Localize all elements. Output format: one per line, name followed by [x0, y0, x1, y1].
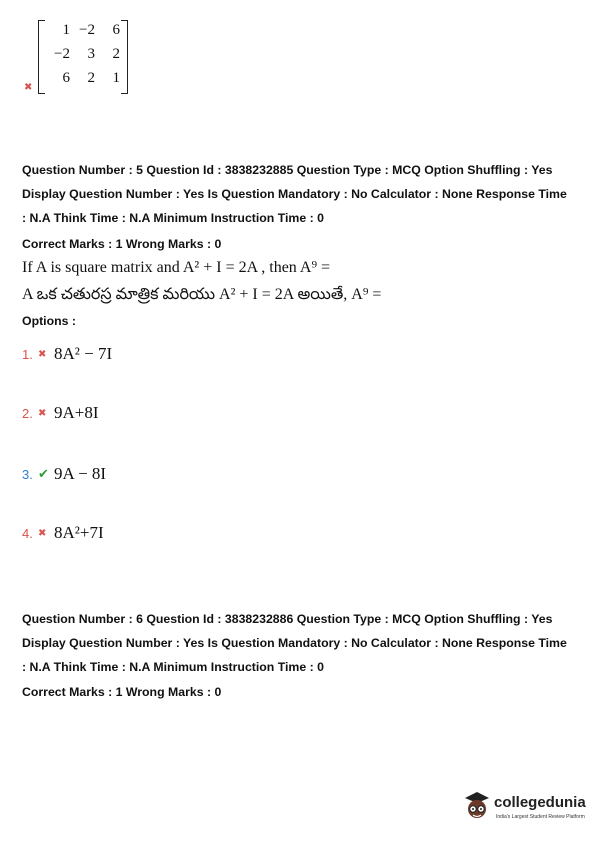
option-number: 4.: [22, 525, 33, 541]
matrix-right-bracket: [121, 20, 128, 94]
option-value: 9A − 8I: [54, 464, 107, 483]
option-2[interactable]: [22, 403, 99, 423]
options-label: Options :: [22, 314, 76, 328]
cross-icon: ✖: [24, 82, 33, 93]
matrix-left-bracket: [38, 20, 45, 94]
question-5-text-telugu: A ఒక చతురస్ర మాత్రిక మరియు A² + I = 2A అయితే, A⁹ =: [22, 286, 382, 303]
logo-text: collegedunia: [494, 794, 586, 811]
option-value: 8A² − 7I: [54, 344, 113, 363]
cross-icon: ✖: [38, 527, 47, 539]
option-value: 9A+8I: [54, 403, 99, 422]
question-5-meta: Question Number : 5 Question Id : 3838232885 Question Type : MCQ Option Shuffling : Yes Display Question Number : Yes Is Question Mandatory : No Calculator : None Response Time : N.A Think Time : N.A Minimum Instruction Time : 0: [22, 163, 567, 225]
option-4[interactable]: [22, 523, 104, 543]
matrix-row: 1 −2 6: [62, 22, 120, 38]
cross-icon: ✖: [38, 407, 47, 419]
question-5-marks: Correct Marks : 1 Wrong Marks : 0: [22, 237, 222, 251]
question-5-text-english: If A is square matrix and A² + I = 2A , then A⁹ =: [22, 259, 331, 276]
option-1[interactable]: [22, 344, 112, 364]
cross-icon: ✖: [38, 348, 47, 360]
collegedunia-logo: [462, 789, 587, 829]
option-number: 2.: [22, 405, 33, 421]
option-value: 8A²+7I: [54, 523, 104, 542]
matrix-row: −2 3 2: [54, 46, 120, 62]
question-6-marks: Correct Marks : 1 Wrong Marks : 0: [22, 685, 222, 699]
option-number: 1.: [22, 346, 33, 362]
check-icon: ✔: [38, 466, 49, 481]
logo-tagline: India's Largest Student Review Platform: [496, 814, 585, 820]
option-3[interactable]: [22, 464, 106, 484]
matrix-row: 6 2 1: [62, 70, 120, 86]
question-6-meta: Question Number : 6 Question Id : 3838232886 Question Type : MCQ Option Shuffling : Yes Display Question Number : Yes Is Question Mandatory : No Calculator : None Response Time : N.A Think Time : N.A Minimum Instruction Time : 0: [22, 612, 567, 674]
mascot-icon: [462, 789, 492, 823]
option-number: 3.: [22, 466, 33, 482]
matrix-image: [38, 20, 128, 94]
